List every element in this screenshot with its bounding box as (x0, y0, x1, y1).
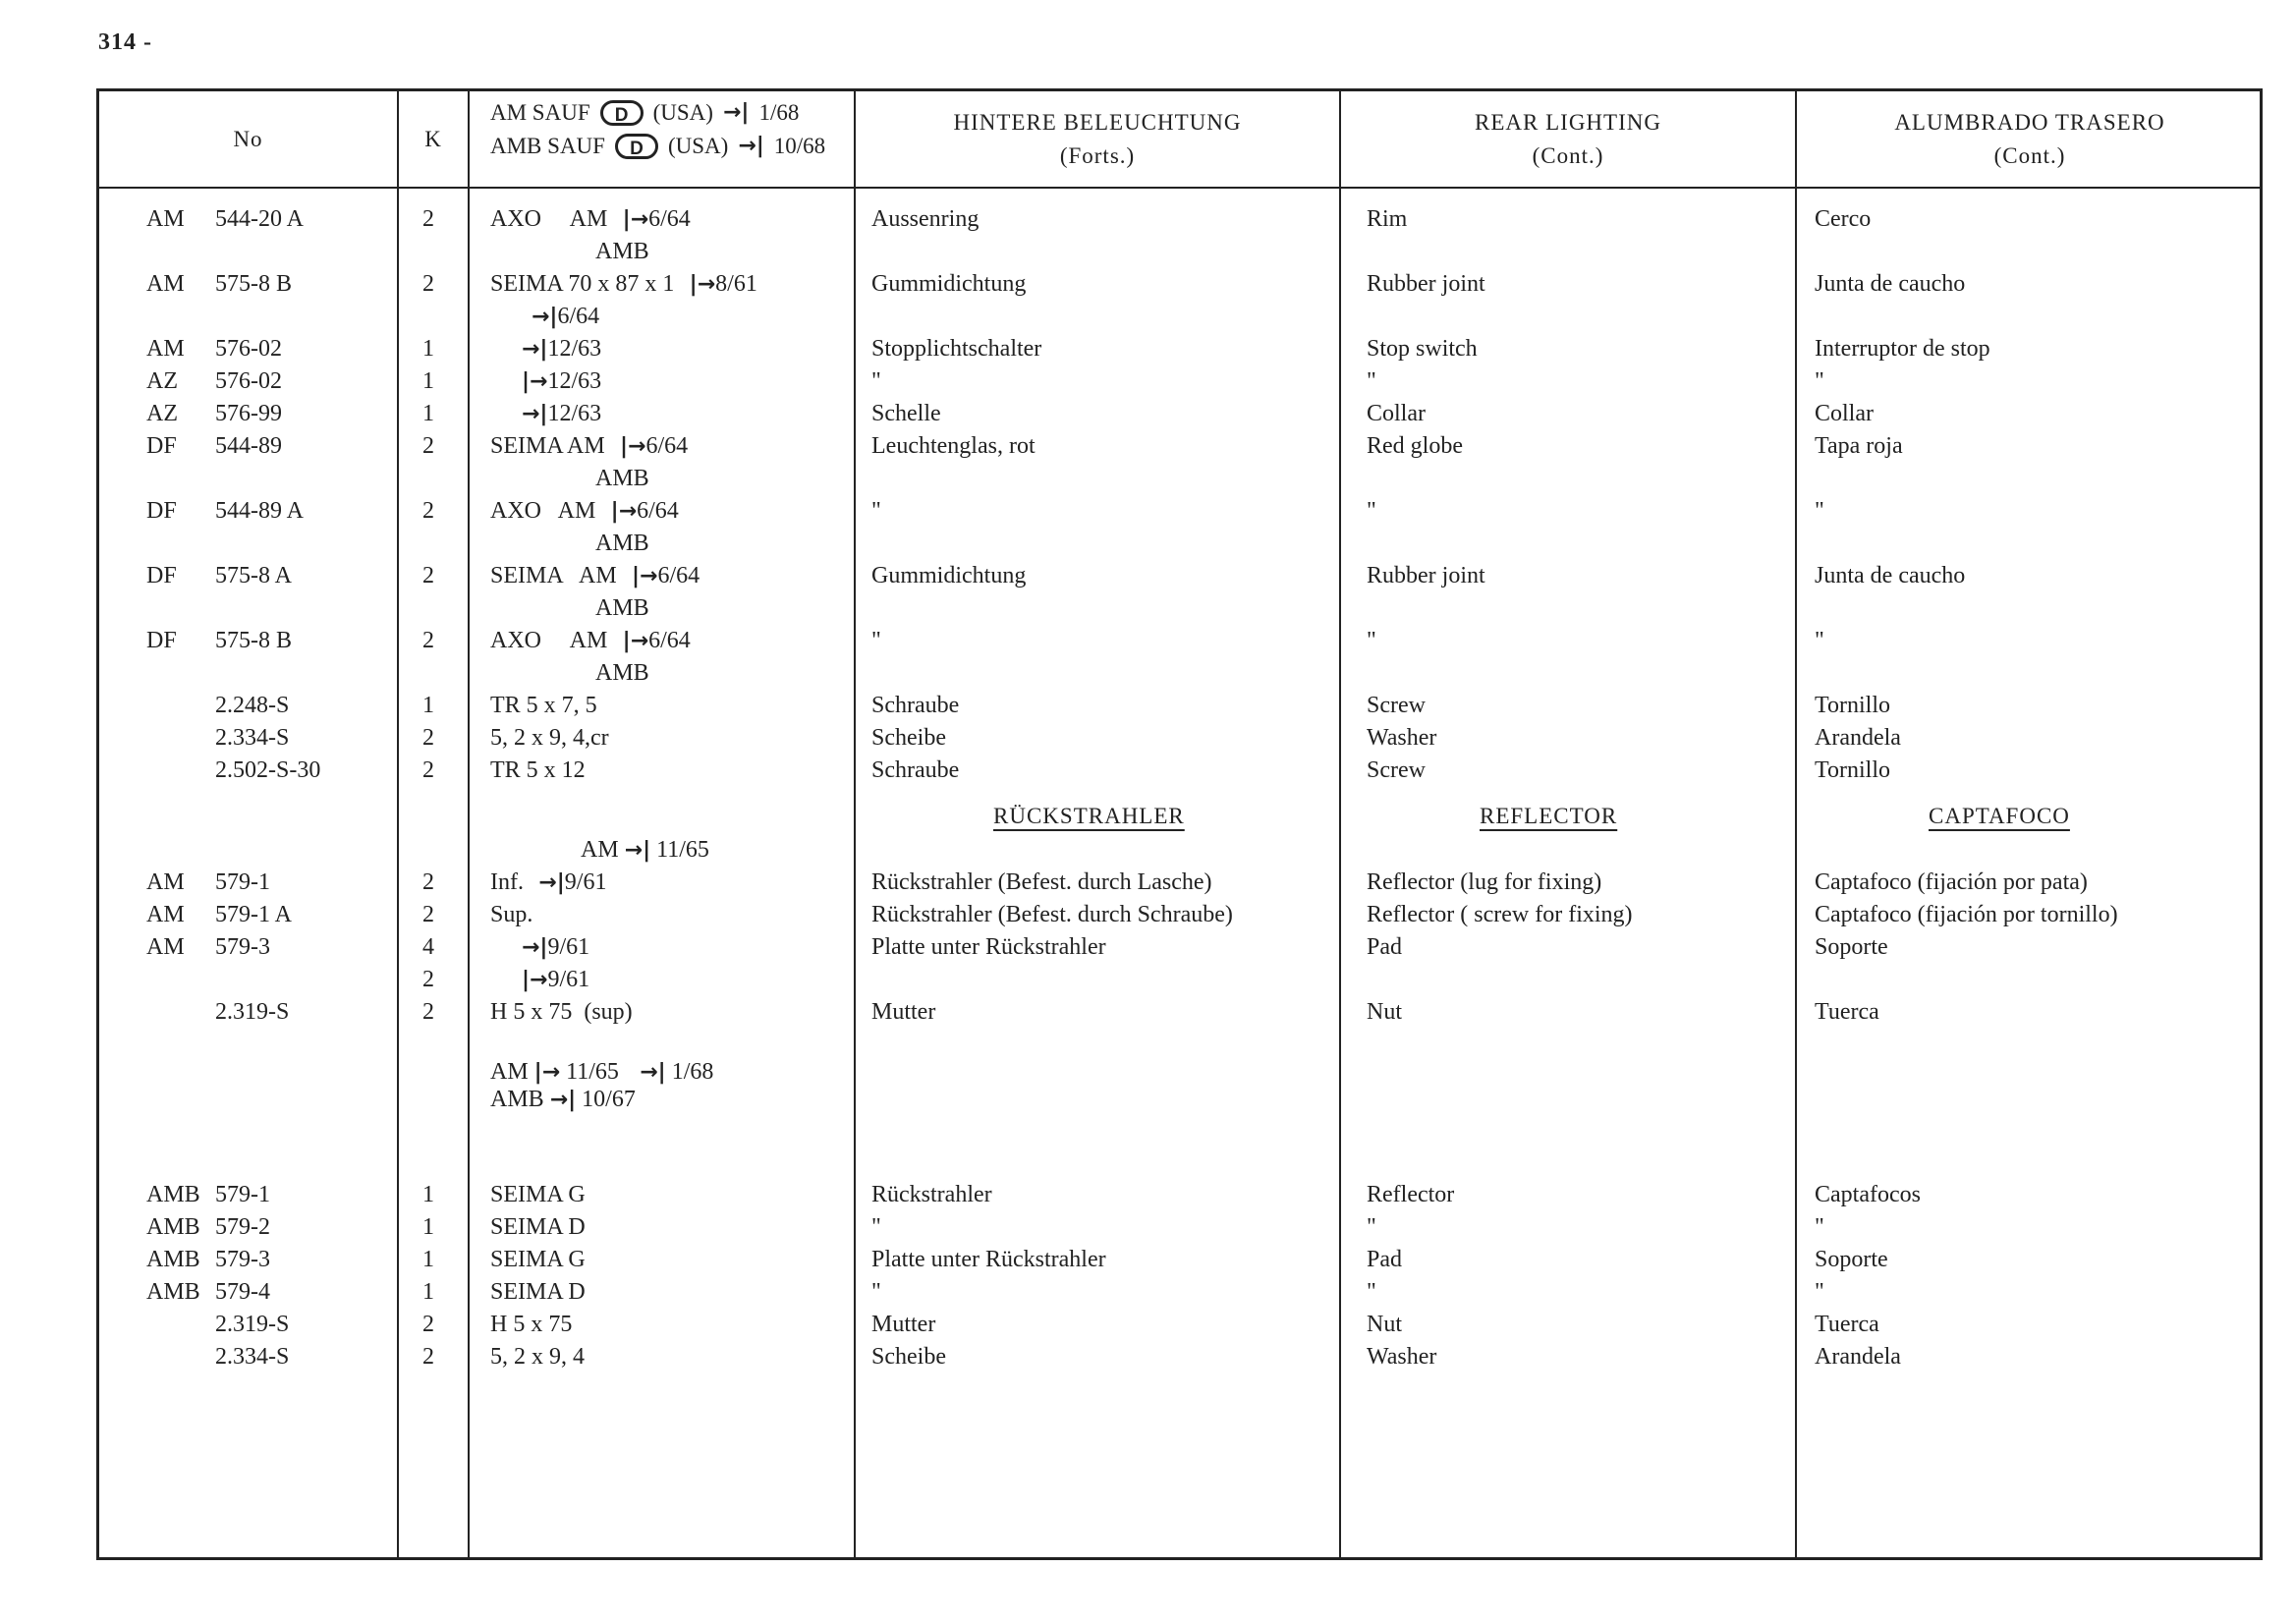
header-german-sub: (Forts.) (1059, 142, 1136, 168)
part-reference (490, 1180, 586, 1209)
part-quantity: 2 (422, 628, 434, 653)
reference-text: AXO AM (490, 628, 608, 653)
reference-text: TR 5 x 12 (490, 757, 586, 783)
part-quantity: 1 (422, 336, 434, 362)
part-number: 579-2 (215, 1214, 270, 1240)
reference-date: 9/61 (564, 869, 607, 895)
part-reference (490, 756, 586, 785)
part-number: 576-02 (215, 336, 282, 362)
description-german: Stopplichtschalter (871, 336, 1042, 362)
part-quantity: 1 (422, 1182, 434, 1207)
reference-line2-text: AMB (595, 466, 649, 491)
description-spanish: Cerco (1815, 206, 1872, 232)
description-spanish: Soporte (1815, 1247, 1888, 1272)
description-spanish: " (1815, 628, 1824, 653)
part-reference (490, 1277, 586, 1307)
description-spanish: " (1815, 498, 1824, 524)
part-prefix: AM (146, 869, 185, 895)
description-spanish: Junta de caucho (1815, 271, 1966, 297)
sauf-date2: 10/68 (773, 134, 826, 158)
column-divider (397, 91, 399, 1557)
description-spanish: Arandela (1815, 1344, 1901, 1370)
part-quantity: 2 (422, 1344, 434, 1370)
from-date-arrow-icon: |→ (533, 1060, 561, 1085)
description-german: " (871, 498, 881, 524)
part-number: 2.334-S (215, 725, 290, 751)
reference-line2 (595, 593, 649, 623)
part-quantity: 1 (422, 1247, 434, 1272)
description-english: Collar (1367, 401, 1426, 426)
from-date-arrow-icon: |→ (607, 629, 649, 653)
header-k (399, 91, 468, 187)
part-prefix: AZ (146, 368, 178, 394)
reference-date: 6/64 (648, 206, 691, 232)
until-date-arrow-icon: →| (624, 1060, 666, 1085)
description-german: Schraube (871, 757, 960, 783)
part-number: 544-89 (215, 433, 282, 459)
until-date-arrow-icon: →| (522, 337, 548, 362)
reference-line2-text: 6/64 (557, 304, 600, 329)
part-quantity: 2 (422, 999, 434, 1025)
reference-date: 9/61 (547, 967, 590, 992)
sauf-line1-label: AM SAUF (490, 100, 590, 125)
part-number: 2.319-S (215, 999, 290, 1025)
until-date-arrow-icon: →| (624, 838, 651, 863)
applicability-note (490, 1057, 713, 1088)
reference-text: H 5 x 75 (sup) (490, 999, 633, 1025)
applic-2a-date1: 11/65 (566, 1059, 619, 1085)
part-reference (522, 932, 589, 963)
part-number: 576-02 (215, 368, 282, 394)
reference-text: H 5 x 75 (490, 1312, 573, 1337)
reference-date: 8/61 (715, 271, 757, 297)
reference-text: SEIMA AM (490, 433, 605, 459)
part-quantity: 1 (422, 693, 434, 718)
part-number: 544-89 A (215, 498, 304, 524)
from-date-arrow-icon: |→ (604, 434, 646, 459)
description-english: Washer (1367, 725, 1437, 751)
applic-2b-date: 10/67 (582, 1087, 636, 1112)
from-date-arrow-icon: |→ (595, 499, 638, 524)
sauf-line2-label: AMB SAUF (490, 134, 605, 158)
part-number: 579-3 (215, 934, 270, 960)
reference-text: SEIMA AM (490, 563, 617, 588)
reference-text: SEIMA D (490, 1279, 586, 1305)
reference-date: 6/64 (645, 433, 689, 459)
part-prefix: AMB (146, 1214, 200, 1240)
from-date-arrow-icon: |→ (522, 968, 548, 992)
description-english: " (1367, 498, 1376, 524)
reference-line2 (595, 658, 649, 688)
from-date-arrow-icon: |→ (522, 369, 548, 394)
description-german: " (871, 368, 881, 394)
section-heading-german: RÜCKSTRAHLER (993, 804, 1185, 828)
reference-line2 (595, 464, 649, 493)
until-date-arrow-icon: →| (549, 1088, 577, 1112)
section-heading-english: REFLECTOR (1480, 804, 1618, 828)
description-english: Red globe (1367, 433, 1463, 459)
header-german (856, 91, 1339, 187)
applic-1-model: AM (581, 837, 619, 863)
header-spanish (1797, 91, 2263, 187)
part-number: 544-20 A (215, 206, 304, 232)
description-spanish: Tapa roja (1815, 433, 1903, 459)
description-german: Scheibe (871, 1344, 946, 1370)
part-quantity: 2 (422, 869, 434, 895)
part-reference (490, 1245, 586, 1274)
until-date-arrow-icon: →| (738, 134, 764, 158)
description-spanish: Tornillo (1815, 757, 1890, 783)
description-english: " (1367, 368, 1376, 394)
reference-date: 9/61 (547, 934, 590, 960)
part-prefix: AZ (146, 401, 178, 426)
part-reference (490, 561, 700, 591)
reference-line2-text: AMB (595, 239, 649, 264)
section-heading-spanish: CAPTAFOCO (1929, 804, 2070, 828)
description-german: Schraube (871, 693, 960, 718)
header-spanish-sub: (Cont.) (1993, 142, 2066, 168)
reference-date: 6/64 (657, 563, 700, 588)
part-reference (490, 1310, 572, 1339)
header-spanish-title: ALUMBRADO TRASERO (1894, 109, 2165, 135)
reference-text: SEIMA G (490, 1247, 586, 1272)
part-reference (490, 868, 606, 898)
part-number: 2.502-S-30 (215, 757, 321, 783)
column-divider (468, 91, 470, 1557)
reference-text: SEIMA 70 x 87 x 1 (490, 271, 675, 297)
from-date-arrow-icon: |→ (674, 272, 716, 297)
description-german: Mutter (871, 999, 936, 1025)
part-prefix: AMB (146, 1182, 200, 1207)
description-english: Screw (1367, 693, 1426, 718)
reference-line2 (595, 237, 649, 266)
reference-text: TR 5 x 7, 5 (490, 693, 597, 718)
description-spanish: Captafocos (1815, 1182, 1921, 1207)
part-reference (522, 334, 601, 364)
part-quantity: 2 (422, 757, 434, 783)
description-english: Nut (1367, 999, 1402, 1025)
header-divider (99, 187, 2260, 189)
description-english: Reflector ( screw for fixing) (1367, 902, 1633, 927)
reference-date: 12/63 (547, 336, 602, 362)
part-number: 576-99 (215, 401, 282, 426)
header-k-label: K (424, 126, 442, 151)
description-german: Platte unter Rückstrahler (871, 1247, 1106, 1272)
from-date-arrow-icon: |→ (607, 207, 649, 232)
part-prefix: DF (146, 498, 177, 524)
reference-line2-text: AMB (595, 660, 649, 686)
applicability-note (581, 835, 709, 866)
part-quantity: 2 (422, 967, 434, 992)
applic-2a-model: AM (490, 1059, 529, 1085)
description-spanish: " (1815, 368, 1824, 394)
part-number: 2.334-S (215, 1344, 290, 1370)
part-reference (490, 723, 609, 753)
reference-date: 12/63 (547, 368, 602, 394)
part-reference (522, 965, 589, 995)
description-spanish: Tornillo (1815, 693, 1890, 718)
description-german: Rückstrahler (871, 1182, 992, 1207)
part-number: 579-1 A (215, 902, 292, 927)
header-sauf (490, 96, 825, 163)
part-reference (490, 431, 688, 462)
part-prefix: AMB (146, 1247, 200, 1272)
description-german: Schelle (871, 401, 941, 426)
d-badge-icon: D (600, 100, 644, 126)
description-german: " (871, 628, 881, 653)
description-german: Aussenring (871, 206, 980, 232)
part-prefix: AM (146, 934, 185, 960)
reference-line2-text: AMB (595, 531, 649, 556)
part-number: 579-3 (215, 1247, 270, 1272)
part-reference (522, 399, 601, 429)
part-reference (490, 1342, 585, 1372)
reference-text: 5, 2 x 9, 4 (490, 1344, 585, 1370)
part-reference (490, 691, 597, 720)
part-number: 579-4 (215, 1279, 270, 1305)
description-english: Pad (1367, 1247, 1402, 1272)
until-date-arrow-icon: →| (523, 870, 565, 895)
part-quantity: 1 (422, 1279, 434, 1305)
description-english: Nut (1367, 1312, 1402, 1337)
description-spanish: Junta de caucho (1815, 563, 1966, 588)
part-quantity: 2 (422, 1312, 434, 1337)
part-number: 2.248-S (215, 693, 290, 718)
applicability-note (490, 1085, 636, 1115)
part-reference (490, 626, 691, 656)
part-prefix: AM (146, 206, 185, 232)
reference-text: Sup. (490, 902, 533, 927)
part-prefix: DF (146, 563, 177, 588)
reference-line2-text: AMB (595, 595, 649, 621)
description-spanish: Tuerca (1815, 1312, 1879, 1337)
page-number: 314 - (98, 29, 152, 55)
part-number: 575-8 B (215, 628, 292, 653)
reference-date: 6/64 (637, 498, 679, 524)
until-date-arrow-icon: →| (522, 935, 548, 960)
part-reference (490, 269, 757, 300)
description-german: Leuchtenglas, rot (871, 433, 1036, 459)
column-divider (1339, 91, 1341, 1557)
description-german: Scheibe (871, 725, 946, 751)
description-english: Pad (1367, 934, 1402, 960)
reference-date: 6/64 (648, 628, 691, 653)
until-date-arrow-icon: →| (722, 100, 750, 125)
reference-line2 (595, 529, 649, 558)
description-english: Washer (1367, 1344, 1437, 1370)
until-date-arrow-icon: →| (532, 305, 558, 329)
part-quantity: 2 (422, 271, 434, 297)
part-reference (490, 997, 633, 1027)
part-quantity: 2 (422, 433, 434, 459)
column-divider (1795, 91, 1797, 1557)
part-prefix: AMB (146, 1279, 200, 1305)
reference-line2 (532, 302, 599, 332)
applic-2a-date2: 1/68 (671, 1059, 714, 1085)
part-quantity: 2 (422, 498, 434, 524)
reference-text: 5, 2 x 9, 4,cr (490, 725, 609, 751)
part-number: 575-8 A (215, 563, 292, 588)
description-english: " (1367, 628, 1376, 653)
part-reference (490, 1212, 586, 1242)
description-german: Mutter (871, 1312, 936, 1337)
description-german: Platte unter Rückstrahler (871, 934, 1106, 960)
description-spanish: Tuerca (1815, 999, 1879, 1025)
header-german-title: HINTERE BELEUCHTUNG (953, 109, 1242, 135)
part-prefix: DF (146, 628, 177, 653)
description-english: Screw (1367, 757, 1426, 783)
header-english-title: REAR LIGHTING (1475, 109, 1661, 135)
column-divider (854, 91, 856, 1557)
part-number: 575-8 B (215, 271, 292, 297)
usa-label: (USA) (652, 100, 713, 125)
part-reference (490, 900, 532, 929)
description-spanish: Arandela (1815, 725, 1901, 751)
description-german: Gummidichtung (871, 563, 1027, 588)
description-english: Rim (1367, 206, 1408, 232)
until-date-arrow-icon: →| (522, 402, 548, 426)
usa-label: (USA) (667, 134, 729, 158)
reference-text: AXO AM (490, 498, 596, 524)
applic-1-date: 11/65 (656, 837, 709, 863)
parts-table (96, 88, 2263, 1560)
sauf-date1: 1/68 (758, 100, 800, 125)
description-spanish: Soporte (1815, 934, 1888, 960)
part-number: 2.319-S (215, 1312, 290, 1337)
description-spanish: " (1815, 1214, 1824, 1240)
part-reference (490, 204, 691, 235)
description-german: Gummidichtung (871, 271, 1027, 297)
part-quantity: 2 (422, 902, 434, 927)
description-spanish: Interruptor de stop (1815, 336, 1990, 362)
part-quantity: 2 (422, 563, 434, 588)
description-english: Reflector (lug for fixing) (1367, 869, 1602, 895)
description-english: Rubber joint (1367, 563, 1485, 588)
part-quantity: 1 (422, 368, 434, 394)
description-german: " (871, 1214, 881, 1240)
description-english: Reflector (1367, 1182, 1455, 1207)
part-quantity: 4 (422, 934, 434, 960)
part-quantity: 2 (422, 206, 434, 232)
description-english: " (1367, 1279, 1376, 1305)
part-number: 579-1 (215, 1182, 270, 1207)
description-german: " (871, 1279, 881, 1305)
reference-text: Inf. (490, 869, 524, 895)
description-spanish: Collar (1815, 401, 1874, 426)
part-quantity: 1 (422, 401, 434, 426)
part-number: 579-1 (215, 869, 270, 895)
header-no-label: No (233, 126, 263, 151)
reference-text: SEIMA D (490, 1214, 586, 1240)
reference-text: AXO AM (490, 206, 608, 232)
d-badge-icon: D (615, 134, 658, 159)
reference-text: SEIMA G (490, 1182, 586, 1207)
description-german: Rückstrahler (Befest. durch Lasche) (871, 869, 1212, 895)
header-no (99, 91, 397, 187)
part-prefix: DF (146, 433, 177, 459)
part-quantity: 1 (422, 1214, 434, 1240)
header-english (1341, 91, 1795, 187)
from-date-arrow-icon: |→ (616, 564, 658, 588)
header-english-sub: (Cont.) (1532, 142, 1604, 168)
part-reference (490, 496, 679, 527)
part-quantity: 2 (422, 725, 434, 751)
description-english: Stop switch (1367, 336, 1478, 362)
part-prefix: AM (146, 336, 185, 362)
description-spanish: Captafoco (fijación por tornillo) (1815, 902, 2118, 927)
reference-date: 12/63 (547, 401, 602, 426)
applic-2b-model: AMB (490, 1087, 544, 1112)
description-english: " (1367, 1214, 1376, 1240)
description-german: Rückstrahler (Befest. durch Schraube) (871, 902, 1233, 927)
description-spanish: Captafoco (fijación por pata) (1815, 869, 2088, 895)
description-spanish: " (1815, 1279, 1824, 1305)
part-reference (522, 366, 601, 397)
description-english: Rubber joint (1367, 271, 1485, 297)
part-prefix: AM (146, 271, 185, 297)
part-prefix: AM (146, 902, 185, 927)
